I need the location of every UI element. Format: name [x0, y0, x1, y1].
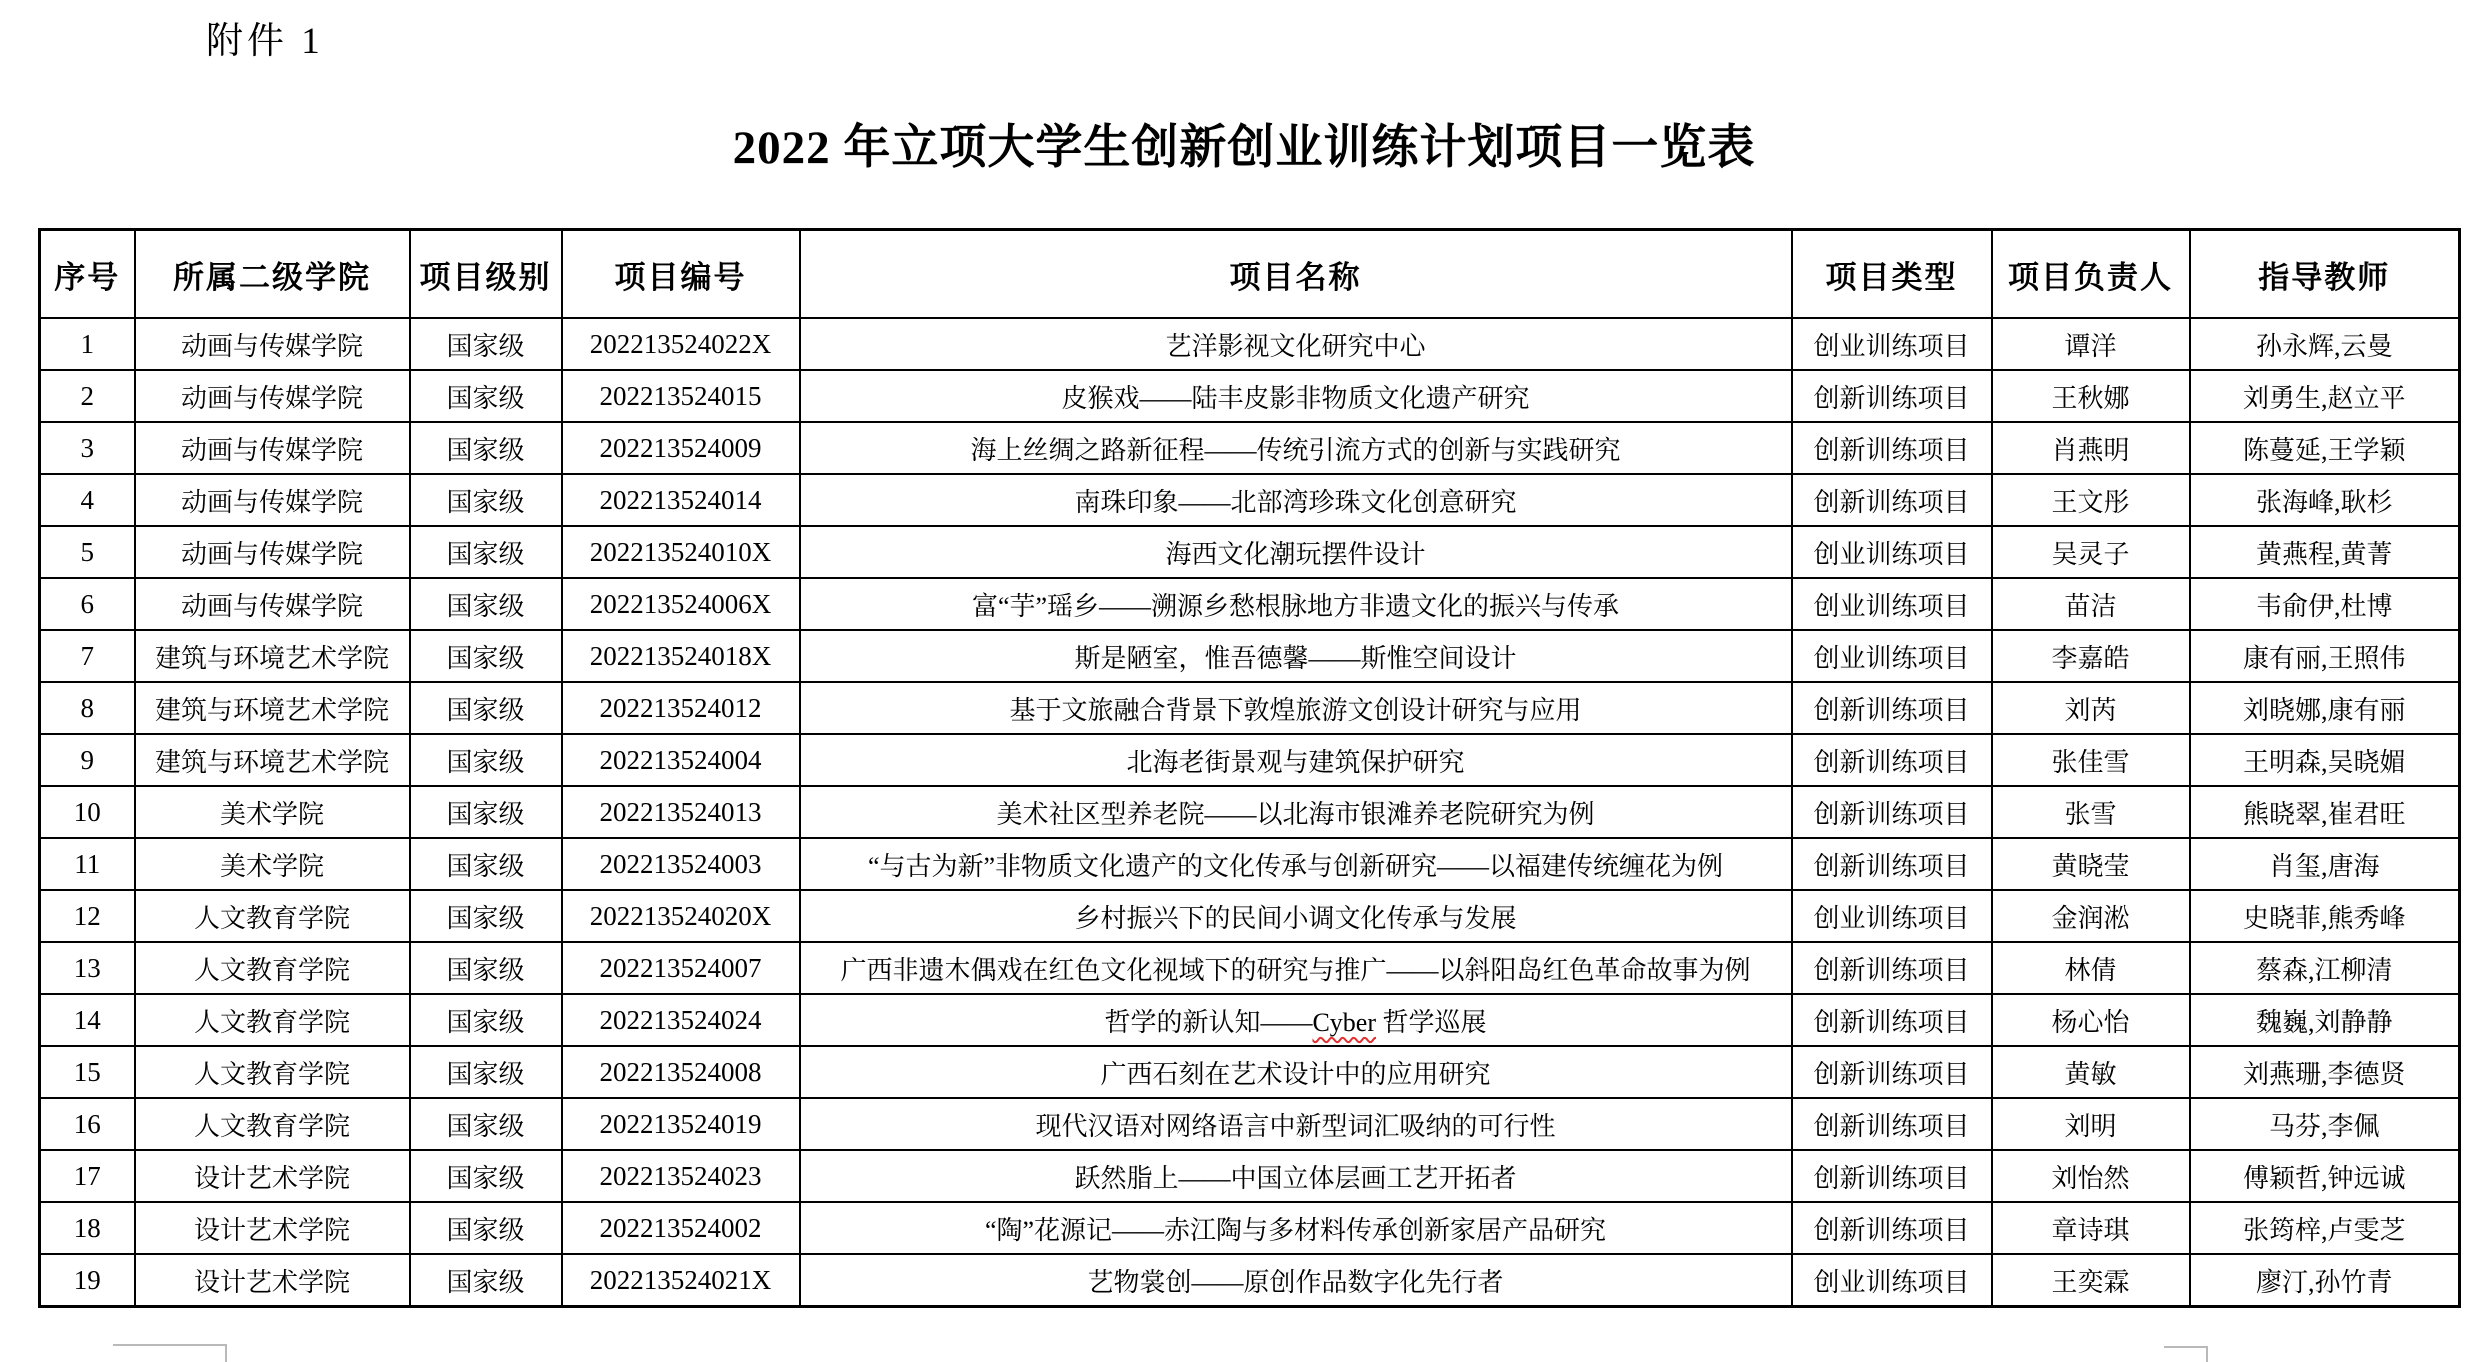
cell-type: 创新训练项目: [1792, 1150, 1992, 1202]
cell-name: 斯是陋室，惟吾德馨——斯惟空间设计: [800, 630, 1792, 682]
cell-leader: 王秋娜: [1992, 370, 2190, 422]
cell-advisors: 陈蔓延,王学颖: [2190, 422, 2460, 474]
cell-level: 国家级: [410, 838, 562, 890]
cell-leader: 吴灵子: [1992, 526, 2190, 578]
cell-code: 202213524004: [562, 734, 800, 786]
cell-leader: 林倩: [1992, 942, 2190, 994]
cell-index: 10: [40, 786, 135, 838]
cell-college: 人文教育学院: [135, 890, 410, 942]
cell-leader: 刘怡然: [1992, 1150, 2190, 1202]
cell-type: 创业训练项目: [1792, 318, 1992, 370]
cell-name: 哲学的新认知——Cyber 哲学巡展: [800, 994, 1792, 1046]
spellcheck-underline: Cyber: [1312, 1007, 1377, 1037]
cell-index: 6: [40, 578, 135, 630]
cell-name: 基于文旅融合背景下敦煌旅游文创设计研究与应用: [800, 682, 1792, 734]
cell-level: 国家级: [410, 942, 562, 994]
column-header-name: 项目名称: [800, 230, 1792, 319]
cell-advisors: 傅颖哲,钟远诚: [2190, 1150, 2460, 1202]
cell-advisors: 廖汀,孙竹青: [2190, 1254, 2460, 1307]
cell-index: 9: [40, 734, 135, 786]
cell-type: 创新训练项目: [1792, 422, 1992, 474]
table-row: [40, 1254, 2460, 1307]
projects-table: [38, 228, 2461, 1308]
cell-advisors: 孙永辉,云曼: [2190, 318, 2460, 370]
cell-code: 202213524020X: [562, 890, 800, 942]
cell-type: 创新训练项目: [1792, 682, 1992, 734]
column-header-index: 序号: [40, 230, 135, 319]
cell-level: 国家级: [410, 318, 562, 370]
cell-name: “与古为新”非物质文化遗产的文化传承与创新研究——以福建传统缠花为例: [800, 838, 1792, 890]
column-header-college: 所属二级学院: [135, 230, 410, 319]
cell-leader: 金润淞: [1992, 890, 2190, 942]
cell-name: 海上丝绸之路新征程——传统引流方式的创新与实践研究: [800, 422, 1792, 474]
cell-index: 4: [40, 474, 135, 526]
table-row: [40, 786, 2460, 838]
cell-level: 国家级: [410, 734, 562, 786]
cell-name: 美术社区型养老院——以北海市银滩养老院研究为例: [800, 786, 1792, 838]
cell-level: 国家级: [410, 422, 562, 474]
cell-index: 16: [40, 1098, 135, 1150]
cell-advisors: 马芬,李佩: [2190, 1098, 2460, 1150]
cell-leader: 章诗琪: [1992, 1202, 2190, 1254]
cell-type: 创新训练项目: [1792, 942, 1992, 994]
cell-college: 建筑与环境艺术学院: [135, 630, 410, 682]
table-row: [40, 526, 2460, 578]
cell-advisors: 刘勇生,赵立平: [2190, 370, 2460, 422]
table-row: [40, 1150, 2460, 1202]
cell-level: 国家级: [410, 578, 562, 630]
column-header-leader: 项目负责人: [1992, 230, 2190, 319]
cell-type: 创新训练项目: [1792, 786, 1992, 838]
table-row: [40, 1098, 2460, 1150]
cell-index: 13: [40, 942, 135, 994]
cell-level: 国家级: [410, 1150, 562, 1202]
page-title: 2022 年立项大学生创新创业训练计划项目一览表: [732, 122, 1756, 174]
cell-index: 1: [40, 318, 135, 370]
cell-leader: 谭洋: [1992, 318, 2190, 370]
cell-advisors: 张海峰,耿杉: [2190, 474, 2460, 526]
cell-leader: 黄敏: [1992, 1046, 2190, 1098]
cell-index: 12: [40, 890, 135, 942]
cell-college: 人文教育学院: [135, 994, 410, 1046]
cell-name: 北海老街景观与建筑保护研究: [800, 734, 1792, 786]
cell-index: 17: [40, 1150, 135, 1202]
cell-type: 创新训练项目: [1792, 1046, 1992, 1098]
table-row: [40, 890, 2460, 942]
column-header-code: 项目编号: [562, 230, 800, 319]
cell-type: 创业训练项目: [1792, 890, 1992, 942]
cell-code: 202213524014: [562, 474, 800, 526]
cell-level: 国家级: [410, 786, 562, 838]
attachment-label: 附件 1: [206, 21, 324, 62]
cell-advisors: 王明森,吴晓媚: [2190, 734, 2460, 786]
cell-code: 202213524003: [562, 838, 800, 890]
cell-advisors: 黄燕程,黄菁: [2190, 526, 2460, 578]
cell-type: 创新训练项目: [1792, 734, 1992, 786]
cell-college: 动画与传媒学院: [135, 474, 410, 526]
cell-index: 19: [40, 1254, 135, 1307]
cell-college: 动画与传媒学院: [135, 526, 410, 578]
table-row: [40, 318, 2460, 370]
cell-name: “陶”花源记——赤江陶与多材料传承创新家居产品研究: [800, 1202, 1792, 1254]
cell-level: 国家级: [410, 630, 562, 682]
table-row: [40, 370, 2460, 422]
cell-advisors: 蔡森,江柳清: [2190, 942, 2460, 994]
cell-advisors: 韦俞伊,杜博: [2190, 578, 2460, 630]
cell-name: 皮猴戏——陆丰皮影非物质文化遗产研究: [800, 370, 1792, 422]
cell-college: 人文教育学院: [135, 1098, 410, 1150]
table-row: [40, 1046, 2460, 1098]
cell-level: 国家级: [410, 526, 562, 578]
cell-college: 动画与传媒学院: [135, 422, 410, 474]
cell-college: 建筑与环境艺术学院: [135, 682, 410, 734]
cell-type: 创业训练项目: [1792, 578, 1992, 630]
cell-level: 国家级: [410, 1254, 562, 1307]
cell-type: 创新训练项目: [1792, 838, 1992, 890]
cell-advisors: 史晓菲,熊秀峰: [2190, 890, 2460, 942]
table-row: [40, 682, 2460, 734]
cell-leader: 杨心怡: [1992, 994, 2190, 1046]
table-row: [40, 734, 2460, 786]
table-row: [40, 474, 2460, 526]
cell-name: 艺物裳创——原创作品数字化先行者: [800, 1254, 1792, 1307]
cell-college: 美术学院: [135, 786, 410, 838]
cell-level: 国家级: [410, 1202, 562, 1254]
cell-college: 设计艺术学院: [135, 1202, 410, 1254]
cell-code: 202213524018X: [562, 630, 800, 682]
cell-code: 202213524009: [562, 422, 800, 474]
cell-leader: 李嘉皓: [1992, 630, 2190, 682]
cell-index: 2: [40, 370, 135, 422]
column-header-advisors: 指导教师: [2190, 230, 2460, 319]
cell-type: 创业训练项目: [1792, 526, 1992, 578]
cell-level: 国家级: [410, 994, 562, 1046]
cell-leader: 张雪: [1992, 786, 2190, 838]
cell-code: 202213524022X: [562, 318, 800, 370]
cell-index: 18: [40, 1202, 135, 1254]
cell-code: 202213524008: [562, 1046, 800, 1098]
cell-type: 创新训练项目: [1792, 474, 1992, 526]
cell-college: 设计艺术学院: [135, 1150, 410, 1202]
cell-leader: 张佳雪: [1992, 734, 2190, 786]
cell-name: 广西非遗木偶戏在红色文化视域下的研究与推广——以斜阳岛红色革命故事为例: [800, 942, 1792, 994]
cell-index: 8: [40, 682, 135, 734]
cell-level: 国家级: [410, 890, 562, 942]
cell-college: 动画与传媒学院: [135, 370, 410, 422]
header-row: [40, 230, 2460, 319]
cell-college: 美术学院: [135, 838, 410, 890]
table-row: [40, 630, 2460, 682]
cell-type: 创新训练项目: [1792, 1202, 1992, 1254]
cell-leader: 肖燕明: [1992, 422, 2190, 474]
table-row: [40, 942, 2460, 994]
cell-type: 创新训练项目: [1792, 1098, 1992, 1150]
cell-type: 创新训练项目: [1792, 370, 1992, 422]
cell-name: 海西文化潮玩摆件设计: [800, 526, 1792, 578]
cell-index: 15: [40, 1046, 135, 1098]
cell-college: 动画与传媒学院: [135, 578, 410, 630]
cell-level: 国家级: [410, 370, 562, 422]
cell-code: 202213524015: [562, 370, 800, 422]
cell-index: 5: [40, 526, 135, 578]
cell-index: 7: [40, 630, 135, 682]
table-body: [40, 318, 2460, 1307]
cell-name: 跃然脂上——中国立体层画工艺开拓者: [800, 1150, 1792, 1202]
table-row: [40, 838, 2460, 890]
cell-name: 乡村振兴下的民间小调文化传承与发展: [800, 890, 1792, 942]
cell-name: 南珠印象——北部湾珍珠文化创意研究: [800, 474, 1792, 526]
column-header-level: 项目级别: [410, 230, 562, 319]
cell-code: 202213524010X: [562, 526, 800, 578]
cell-level: 国家级: [410, 1046, 562, 1098]
cell-code: 202213524019: [562, 1098, 800, 1150]
cell-advisors: 肖玺,唐海: [2190, 838, 2460, 890]
cell-advisors: 刘燕珊,李德贤: [2190, 1046, 2460, 1098]
cell-type: 创新训练项目: [1792, 994, 1992, 1046]
table-row: [40, 578, 2460, 630]
cell-code: 202213524024: [562, 994, 800, 1046]
cell-index: 3: [40, 422, 135, 474]
cell-code: 202213524021X: [562, 1254, 800, 1307]
cell-code: 202213524007: [562, 942, 800, 994]
cell-name: 富“芋”瑶乡——溯源乡愁根脉地方非遗文化的振兴与传承: [800, 578, 1792, 630]
table-row: [40, 994, 2460, 1046]
cell-name: 艺洋影视文化研究中心: [800, 318, 1792, 370]
cell-index: 11: [40, 838, 135, 890]
cell-advisors: 熊晓翠,崔君旺: [2190, 786, 2460, 838]
cell-level: 国家级: [410, 1098, 562, 1150]
cell-college: 动画与传媒学院: [135, 318, 410, 370]
cell-advisors: 魏巍,刘静静: [2190, 994, 2460, 1046]
cell-name: 现代汉语对网络语言中新型词汇吸纳的可行性: [800, 1098, 1792, 1150]
cell-college: 人文教育学院: [135, 942, 410, 994]
cell-code: 202213524006X: [562, 578, 800, 630]
cell-college: 人文教育学院: [135, 1046, 410, 1098]
cell-code: 202213524013: [562, 786, 800, 838]
cell-index: 14: [40, 994, 135, 1046]
cell-leader: 刘芮: [1992, 682, 2190, 734]
cell-name: 广西石刻在艺术设计中的应用研究: [800, 1046, 1792, 1098]
column-header-type: 项目类型: [1792, 230, 1992, 319]
cell-type: 创业训练项目: [1792, 630, 1992, 682]
cell-leader: 王文彤: [1992, 474, 2190, 526]
cell-type: 创业训练项目: [1792, 1254, 1992, 1307]
cell-leader: 刘明: [1992, 1098, 2190, 1150]
cell-code: 202213524012: [562, 682, 800, 734]
cell-leader: 黄晓莹: [1992, 838, 2190, 890]
cell-advisors: 刘晓娜,康有丽: [2190, 682, 2460, 734]
cell-level: 国家级: [410, 474, 562, 526]
cell-code: 202213524002: [562, 1202, 800, 1254]
table-row: [40, 422, 2460, 474]
cell-college: 建筑与环境艺术学院: [135, 734, 410, 786]
cell-college: 设计艺术学院: [135, 1254, 410, 1307]
next-page-fragment: [113, 1344, 227, 1362]
table-row: [40, 1202, 2460, 1254]
cell-code: 202213524023: [562, 1150, 800, 1202]
cell-advisors: 康有丽,王照伟: [2190, 630, 2460, 682]
cell-level: 国家级: [410, 682, 562, 734]
cell-advisors: 张筠梓,卢雯芝: [2190, 1202, 2460, 1254]
cell-leader: 王奕霖: [1992, 1254, 2190, 1307]
cell-leader: 苗洁: [1992, 578, 2190, 630]
